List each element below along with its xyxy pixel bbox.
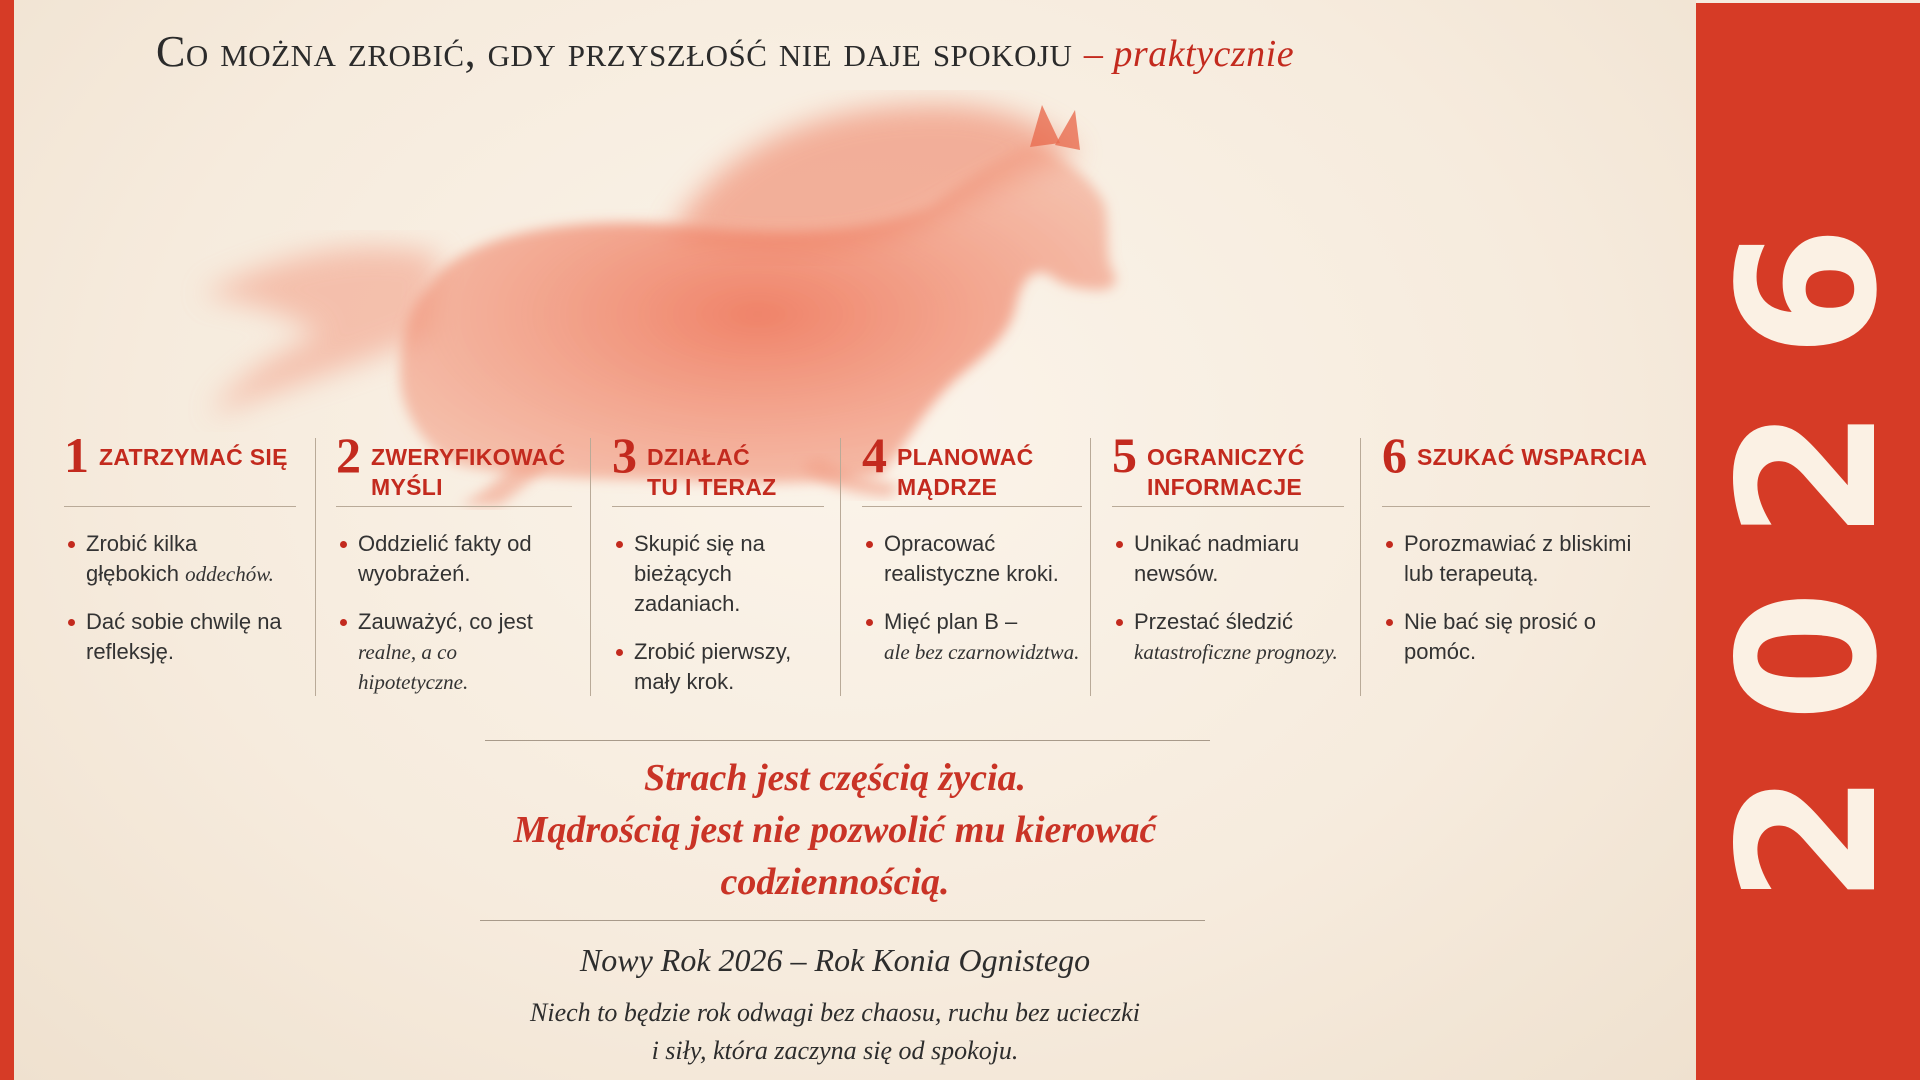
left-accent-stripe: [0, 0, 14, 1080]
step-bullet: Przestać śledzić katastroficzne prognozy.: [1112, 607, 1344, 667]
step-label: ZWERYFIKOWAĆ MYŚLI: [371, 444, 566, 500]
step-number: 5: [1112, 427, 1137, 483]
step-number: 2: [336, 427, 361, 483]
step-label: ZATRZYMAĆ SIĘ: [99, 444, 288, 470]
step-label: PLANOWAĆ MĄDRZE: [897, 444, 1034, 500]
column-divider: [1090, 438, 1091, 696]
step-bullet: Zauważyć, co jest realne, a co hipotetyczne.: [336, 607, 572, 697]
step-rule: [64, 506, 296, 507]
step-number: 6: [1382, 427, 1407, 483]
footer-text: Niech to będzie rok odwagi bez chaosu, ruchu bez ucieczki i siły, która zaczyna się od spokoju.: [530, 998, 1140, 1065]
column-divider: [840, 438, 841, 696]
step-bullet: Porozmawiać z bliskimi lub terapeutą.: [1382, 529, 1650, 589]
step-bullet: Zrobić pierwszy, mały krok.: [612, 637, 824, 697]
quote-line: codziennością.: [720, 861, 950, 903]
step-6: [1382, 427, 1650, 685]
step-1: [64, 427, 296, 685]
step-bullet: Mięć plan B – ale bez czarnowidztwa.: [862, 607, 1082, 667]
step-4: [862, 427, 1082, 685]
step-label: DZIAŁAĆ TU I TERAZ: [647, 444, 777, 500]
step-number: 1: [64, 427, 89, 483]
title-subtitle: – praktycznie: [1083, 33, 1295, 75]
step-bullet: Opracować realistyczne kroki.: [862, 529, 1082, 589]
step-3: [612, 427, 824, 715]
step-bullet: Unikać nadmiaru newsów.: [1112, 529, 1344, 589]
step-number: 4: [862, 427, 887, 483]
step-rule: [862, 506, 1082, 507]
quote-line: Strach jest częścią życia.: [643, 757, 1027, 799]
year-label: 2026: [1697, 175, 1919, 905]
column-divider: [590, 438, 591, 696]
step-number: 3: [612, 427, 637, 483]
quote-block: [390, 752, 1280, 908]
page-title: [156, 26, 1556, 77]
step-label: OGRANICZYĆ INFORMACJE: [1147, 444, 1305, 500]
title-main: Co można zrobić, gdy przyszłość nie daje spokoju: [156, 27, 1073, 76]
step-2: [336, 427, 572, 715]
step-rule: [1382, 506, 1650, 507]
footer-title: Nowy Rok 2026 – Rok Konia Ognistego: [579, 942, 1091, 978]
step-rule: [1112, 506, 1344, 507]
step-bullet: Dać sobie chwilę na refleksję.: [64, 607, 296, 667]
quote-bottom-rule: [480, 920, 1205, 921]
step-bullet: Skupić się na bieżących zadaniach.: [612, 529, 824, 619]
step-5: [1112, 427, 1344, 685]
column-divider: [1360, 438, 1361, 696]
step-rule: [336, 506, 572, 507]
step-rule: [612, 506, 824, 507]
quote-top-rule: [485, 740, 1210, 741]
column-divider: [315, 438, 316, 696]
step-bullet: Oddzielić fakty od wyobrażeń.: [336, 529, 572, 589]
quote-line: Mądrością jest nie pozwolić mu kierować: [513, 809, 1157, 851]
step-bullet: Nie bać się prosić o pomóc.: [1382, 607, 1650, 667]
step-label: SZUKAĆ WSPARCIA: [1417, 444, 1648, 470]
step-bullet: Zrobić kilka głębokich oddechów.: [64, 529, 296, 589]
